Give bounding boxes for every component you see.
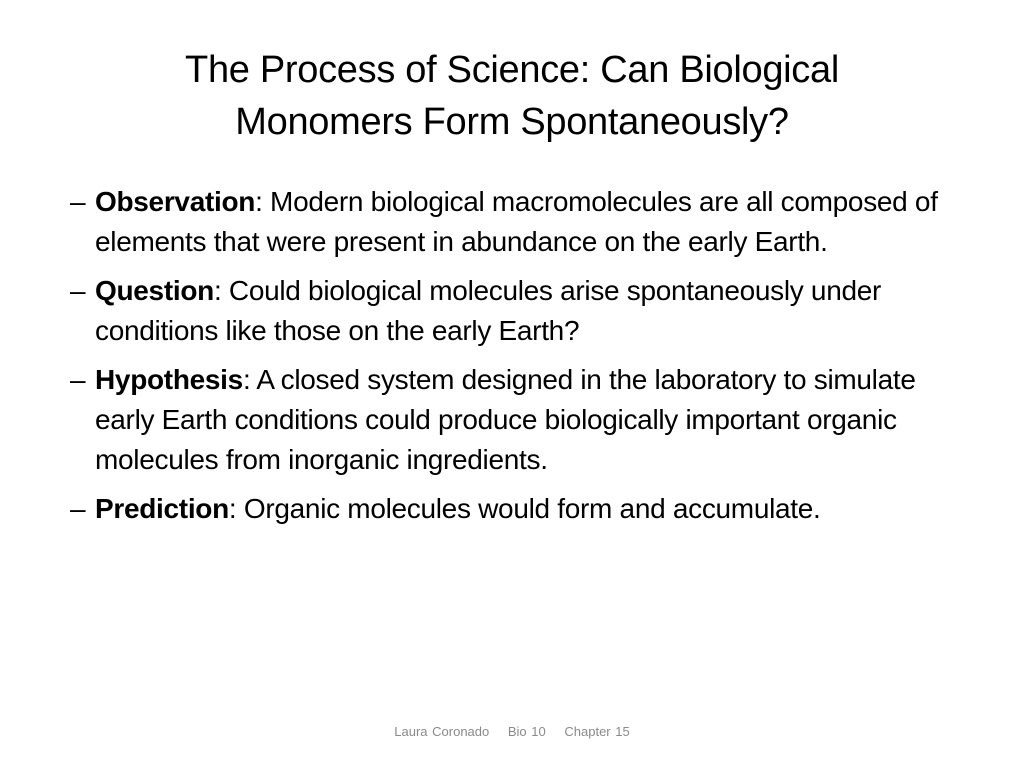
bullet-prediction [70, 489, 970, 529]
footer-author: Laura Coronado [394, 724, 490, 739]
footer-chapter: Chapter 15 [564, 724, 630, 739]
bullet-text: : Organic molecules would form and accumulate. [228, 493, 821, 524]
bullet-text: : A closed system designed in the laboratory to simulate early Earth conditions could produce biologically important organic molecules from inorganic ingredients. [95, 364, 916, 475]
bullet-list [70, 182, 970, 538]
bullet-dash: – [70, 493, 86, 524]
bullet-text: : Could biological molecules arise spontaneously under conditions like those on the early Earth? [95, 275, 882, 346]
bullet-term: Hypothesis [95, 364, 243, 395]
slide-title [60, 44, 964, 148]
bullet-term: Observation [95, 186, 256, 217]
bullet-dash: – [70, 364, 86, 395]
bullet-hypothesis [70, 360, 970, 480]
bullet-dash: – [70, 275, 86, 306]
bullet-text: : Modern biological macromolecules are all composed of elements that were present in abundance on the early Earth. [95, 186, 938, 257]
bullet-term: Prediction [95, 493, 229, 524]
bullet-dash: – [70, 186, 86, 217]
bullet-term: Question [95, 275, 214, 306]
slide-title-line-2: Monomers Form Spontaneously? [235, 101, 789, 143]
slide-footer [0, 724, 1024, 739]
slide-title-line-1: The Process of Science: Can Biological [185, 49, 839, 91]
bullet-observation [70, 182, 970, 262]
bullet-question [70, 271, 970, 351]
footer-course: Bio 10 [507, 724, 546, 739]
